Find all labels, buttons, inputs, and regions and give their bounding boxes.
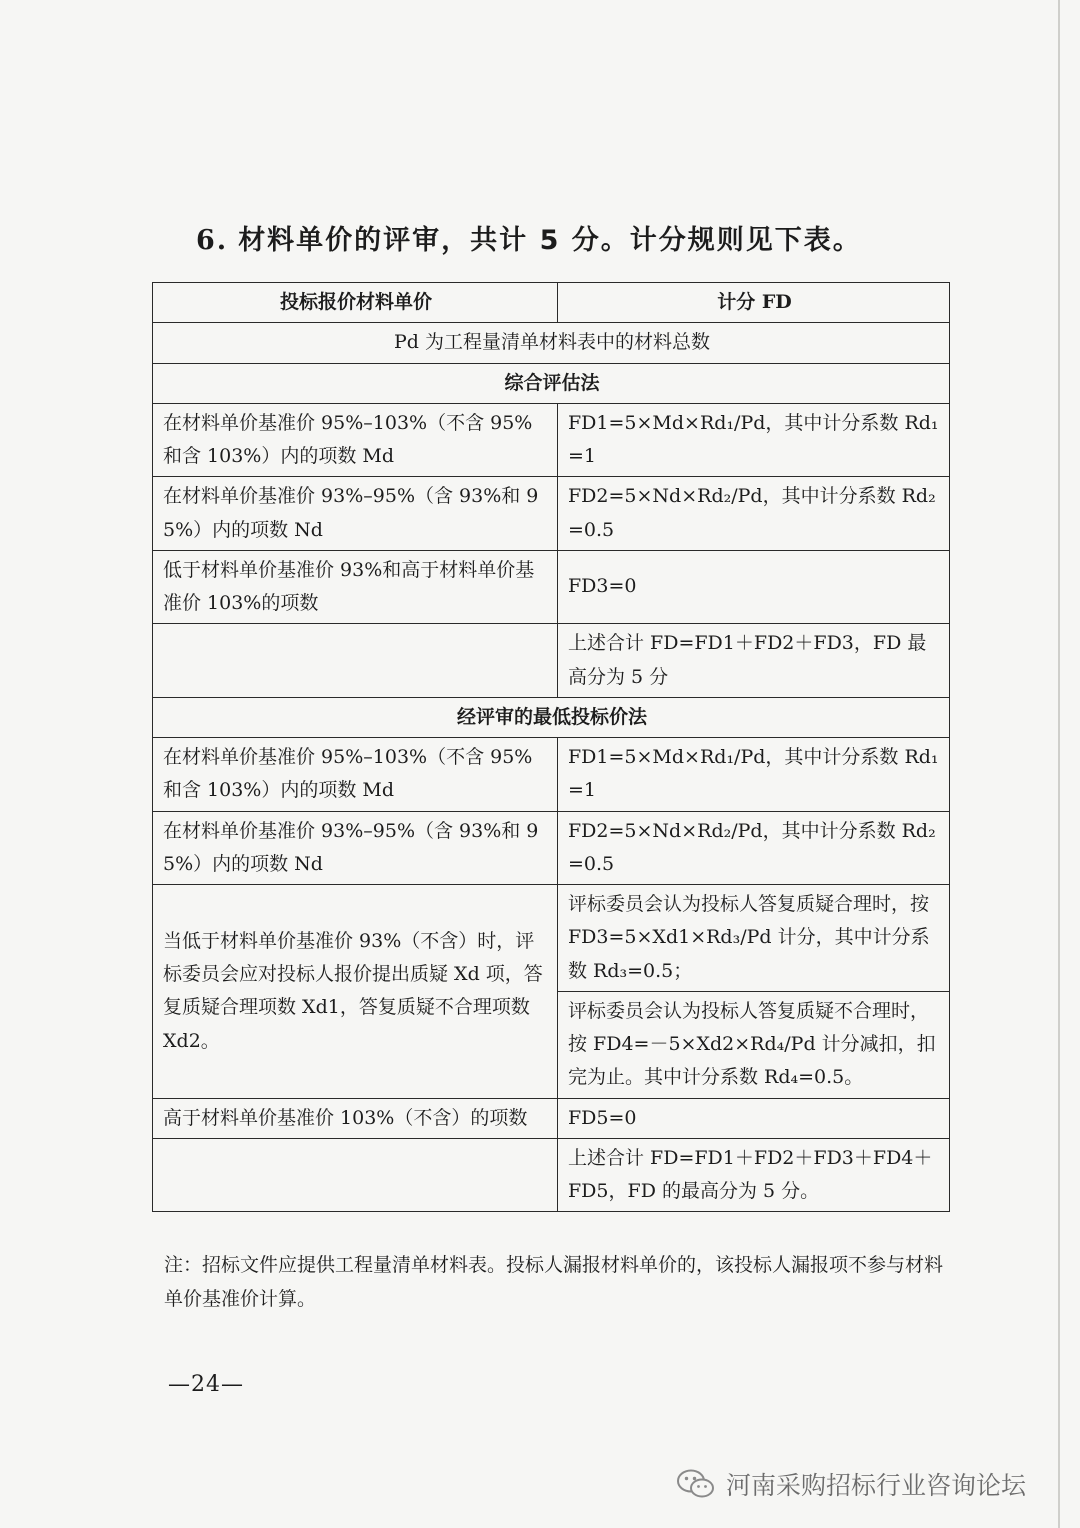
table-row <box>153 403 950 477</box>
table-row <box>153 1138 950 1212</box>
section-heading <box>196 218 956 257</box>
section-lowest-price-title: 经评审的最低投标价法 <box>153 697 950 737</box>
score-cell: FD1=5×Md×Rd₁/Pd，其中计分系数 Rd₁=1 <box>558 738 950 812</box>
table-row <box>153 697 950 737</box>
table-row <box>153 811 950 885</box>
table-row <box>153 323 950 363</box>
score-cell: FD1=5×Md×Rd₁/Pd，其中计分系数 Rd₁=1 <box>558 403 950 477</box>
empty-cell <box>153 1138 558 1212</box>
score-cell: 评标委员会认为投标人答复质疑合理时，按 FD3=5×Xd1×Rd₃/Pd 计分，其中计分系数 Rd₃=0.5； <box>558 885 950 992</box>
empty-cell <box>153 624 558 698</box>
condition-cell: 在材料单价基准价 95%–103%（不含 95%和含 103%）内的项数 Md <box>153 403 558 477</box>
total-cell: 上述合计 FD=FD1＋FD2＋FD3＋FD4＋FD5，FD 的最高分为 5 分。 <box>558 1138 950 1212</box>
table-note: 注：招标文件应提供工程量清单材料表。投标人漏报材料单价的，该投标人漏报项不参与材料单价基准价计算。 <box>164 1254 944 1311</box>
section-title: 材料单价的评审，共计 5 分。计分规则见下表。 <box>238 225 862 256</box>
score-cell: 评标委员会认为投标人答复质疑不合理时，按 FD4=－5×Xd2×Rd₄/Pd 计分减扣，扣完为止。其中计分系数 Rd₄=0.5。 <box>558 991 950 1098</box>
pd-definition: Pd 为工程量清单材料表中的材料总数 <box>153 323 950 363</box>
watermark-text: 河南采购招标行业咨询论坛 <box>726 1471 1027 1500</box>
scoring-table <box>152 282 950 1212</box>
header-score-fd: 计分 FD <box>558 283 950 323</box>
page-edge <box>1058 0 1060 1528</box>
score-cell: FD2=5×Nd×Rd₂/Pd，其中计分系数 Rd₂=0.5 <box>558 477 950 551</box>
score-cell: FD2=5×Nd×Rd₂/Pd，其中计分系数 Rd₂=0.5 <box>558 811 950 885</box>
table-row <box>153 624 950 698</box>
condition-cell: 在材料单价基准价 93%–95%（含 93%和 95%）内的项数 Nd <box>153 477 558 551</box>
score-cell: FD5=0 <box>558 1098 950 1138</box>
table-row <box>153 477 950 551</box>
table-header-row <box>153 283 950 323</box>
wechat-icon <box>676 1468 716 1500</box>
condition-cell: 高于材料单价基准价 103%（不含）的项数 <box>153 1098 558 1138</box>
condition-cell: 在材料单价基准价 93%–95%（含 93%和 95%）内的项数 Nd <box>153 811 558 885</box>
condition-cell: 低于材料单价基准价 93%和高于材料单价基准价 103%的项数 <box>153 550 558 624</box>
table-row <box>153 885 950 992</box>
table-row <box>153 363 950 403</box>
header-material-price: 投标报价材料单价 <box>153 283 558 323</box>
total-cell: 上述合计 FD=FD1＋FD2＋FD3，FD 最高分为 5 分 <box>558 624 950 698</box>
condition-cell: 在材料单价基准价 95%–103%（不含 95%和含 103%）内的项数 Md <box>153 738 558 812</box>
table-row <box>153 738 950 812</box>
score-cell: FD3=0 <box>558 550 950 624</box>
table-row <box>153 550 950 624</box>
section-comprehensive-title: 综合评估法 <box>153 363 950 403</box>
section-number: 6. <box>196 225 229 256</box>
page-number: —24— <box>168 1372 244 1397</box>
table-row <box>153 1098 950 1138</box>
low-price-condition-cell: 当低于材料单价基准价 93%（不含）时，评标委员会应对投标人报价提出质疑 Xd 项，答复质疑合理项数 Xd1，答复质疑不合理项数 Xd2。 <box>153 885 558 1099</box>
watermark <box>676 1466 1026 1502</box>
